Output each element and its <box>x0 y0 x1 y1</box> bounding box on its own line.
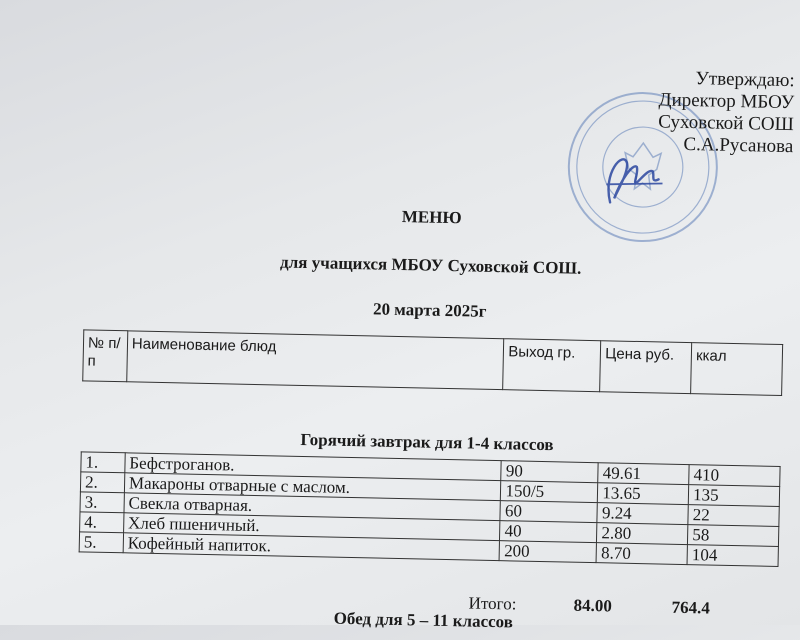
cell-num: 3. <box>80 492 124 513</box>
document-title: МЕНЮ <box>401 207 462 228</box>
table-header-row <box>83 330 783 396</box>
cell-kcal: 58 <box>688 525 779 547</box>
cell-kcal: 22 <box>688 505 779 527</box>
total-label: Итого: <box>468 593 517 614</box>
total-row <box>468 593 789 618</box>
column-header-kcal: ккал <box>691 343 783 396</box>
cell-num: 2. <box>80 472 124 493</box>
cell-num: 4. <box>80 512 124 533</box>
approval-line: Директор МБОУ <box>658 89 795 114</box>
cell-price: 9.24 <box>597 503 688 525</box>
cell-kcal: 104 <box>687 545 778 567</box>
approval-line: Суховской СОШ <box>658 111 794 136</box>
breakfast-table <box>79 451 781 567</box>
cell-name: Бефстроганов. <box>125 453 502 481</box>
cell-kcal: 410 <box>689 465 780 487</box>
cell-price: 13.65 <box>598 483 689 505</box>
cell-num: 1. <box>81 452 125 473</box>
cell-yield: 150/5 <box>501 481 598 503</box>
approval-signatory: С.А.Русанова <box>683 133 794 158</box>
breakfast-heading: Горячий завтрак для 1-4 классов <box>300 429 554 455</box>
menu-header-table <box>82 329 783 396</box>
total-kcal: 764.4 <box>671 597 711 618</box>
column-header-price: Цена руб. <box>600 341 692 394</box>
cell-yield: 40 <box>500 521 597 543</box>
cell-name: Макароны отварные с маслом. <box>124 473 501 501</box>
cell-yield: 200 <box>499 541 596 563</box>
column-header-yield: Выход гр. <box>503 339 601 392</box>
cell-price: 49.61 <box>598 463 689 485</box>
cell-price: 8.70 <box>596 543 687 565</box>
cell-name: Свекла отварная. <box>124 493 501 521</box>
cell-yield: 90 <box>501 461 598 483</box>
document-subtitle: для учащихся МБОУ Суховской СОШ. <box>279 252 582 278</box>
cell-num: 5. <box>79 532 123 553</box>
total-price: 84.00 <box>573 595 613 616</box>
cell-price: 2.80 <box>597 523 688 545</box>
cell-yield: 60 <box>500 501 597 523</box>
column-header-name: Наименование блюд <box>127 331 505 390</box>
lunch-heading: Обед для 5 – 11 классов <box>333 608 514 632</box>
approval-line: Утверждаю: <box>695 68 795 92</box>
document-date: 20 марта 2025г <box>372 299 487 321</box>
column-header-num: № п/п <box>83 330 128 382</box>
cell-name: Хлеб пшеничный. <box>123 513 500 541</box>
cell-kcal: 135 <box>688 485 779 507</box>
cell-name: Кофейный напиток. <box>123 533 500 561</box>
approval-block <box>563 65 795 158</box>
